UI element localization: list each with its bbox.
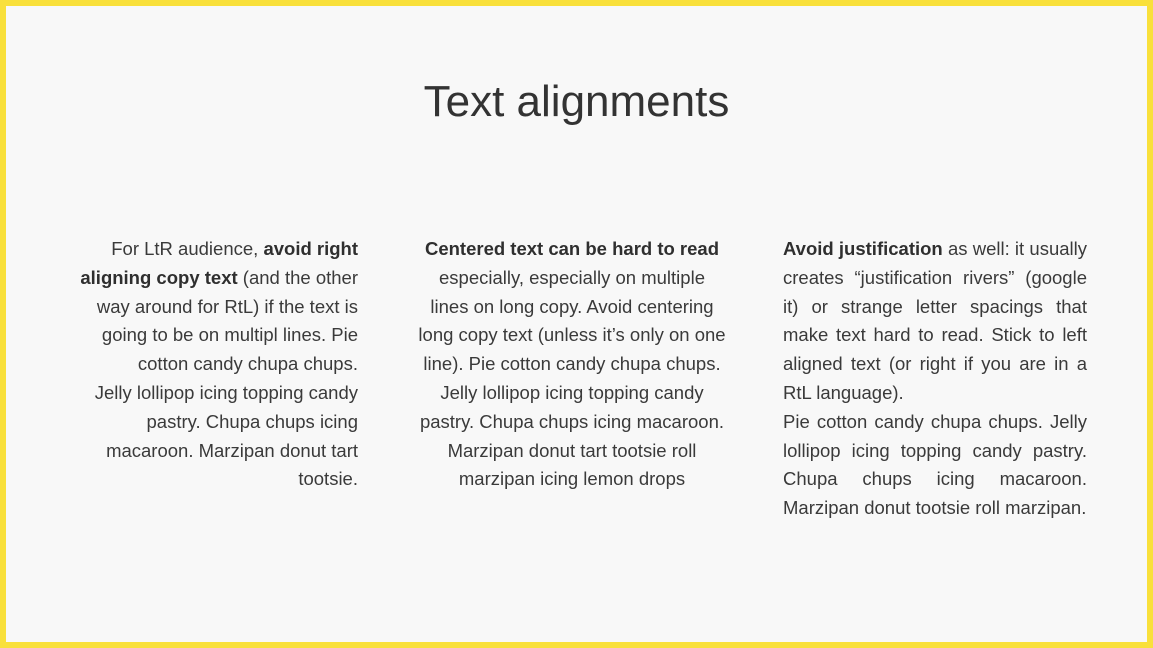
- slide-title: Text alignments: [423, 77, 730, 126]
- justified-paragraph-2: Pie cotton candy chupa chups. Jelly lollipop icing topping candy pastry. Chupa chups icing macaroon. Marzipan donut tootsie roll marzipan.: [783, 410, 1087, 519]
- justified-text-column: [783, 235, 1087, 523]
- right-aligned-paragraph-2: Jelly lollipop icing topping candy pastry. Chupa chups icing macaroon. Marzipan donut tart tootsie.: [94, 381, 358, 490]
- right-aligned-intro-text: For LtR audience,: [111, 238, 264, 259]
- justified-paragraph-1: [783, 235, 1087, 408]
- centered-paragraph-1: [418, 235, 726, 379]
- centered-paragraph-2: Jelly lollipop icing topping candy pastry. Chupa chups icing macaroon. Marzipan donut tart tootsie roll marzipan icing lemon drops: [419, 381, 725, 490]
- centered-text-column: [418, 235, 726, 494]
- right-aligned-body-text: (and the other way around for RtL) if the text is going to be on multipl lines. Pie cotton candy chupa chups.: [96, 266, 358, 375]
- justified-emphasis: Avoid justification: [783, 238, 943, 259]
- right-aligned-emphasis: avoid right aligning copy text: [80, 238, 358, 288]
- right-aligned-text-column: [66, 235, 358, 494]
- centered-body-text: especially, especially on multiple lines on long copy. Avoid centering long copy text (unless it’s only on one line). Pie cotton candy chupa chups.: [418, 266, 726, 375]
- centered-emphasis: Centered text can be hard to read: [424, 238, 720, 259]
- right-aligned-paragraph-1: [66, 235, 358, 379]
- justified-body-text: as well: it usually creates “justification rivers” (google it) or strange letter spacings that make text hard to read. Stick to left aligned text (or right if you are in a RtL language).: [783, 238, 1087, 403]
